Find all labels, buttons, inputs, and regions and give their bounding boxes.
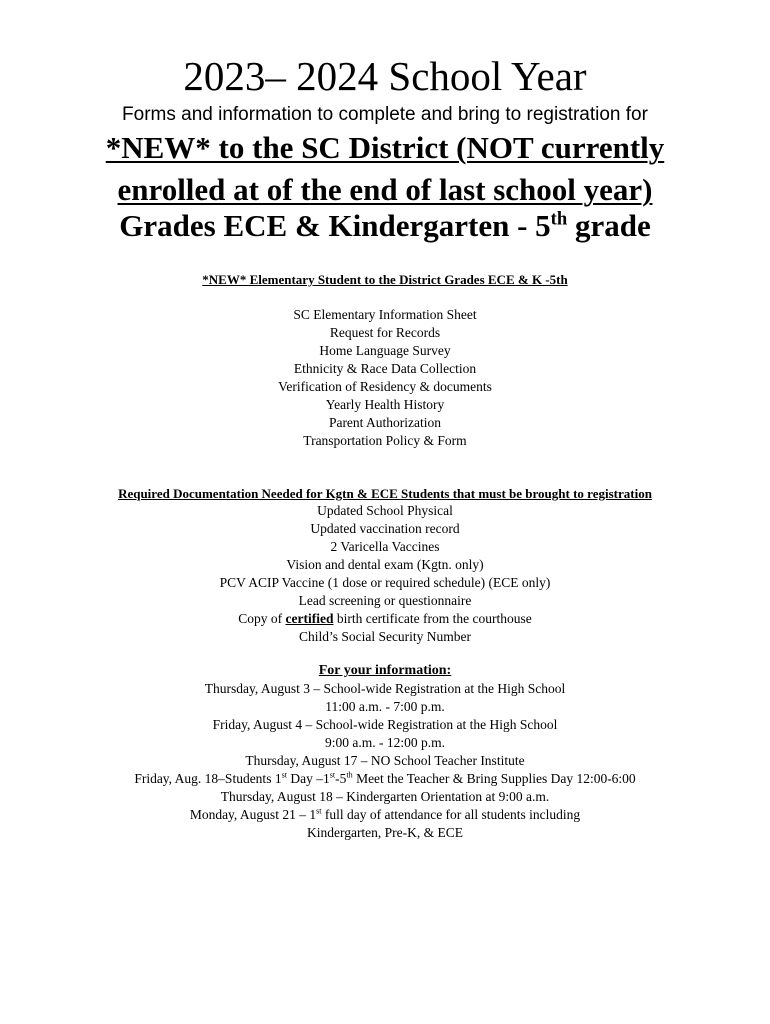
info-line: Thursday, August 17 – NO School Teacher Institute (245, 753, 525, 768)
list-item: Yearly Health History (325, 397, 445, 412)
list-item: Parent Authorization (328, 415, 442, 430)
list-item: Vision and dental exam (Kgtn. only) (286, 557, 484, 572)
list-item: Transportation Policy & Form (303, 433, 467, 448)
info-text: Friday, Aug. 18–Students 1 (134, 771, 282, 786)
headline-line-3 (0, 207, 770, 245)
headline-superscript: th (550, 208, 568, 230)
info-text: -5 (335, 771, 347, 786)
headline-line-1: *NEW* to the SC District (NOT currently (105, 130, 665, 165)
list-item: Updated vaccination record (310, 521, 460, 536)
documentation-section-heading: Required Documentation Needed for Kgtn & ECE Students that must be brought to registration (118, 486, 652, 501)
birth-cert-emphasis: certified (285, 611, 334, 626)
list-item: Home Language Survey (319, 343, 451, 358)
list-item: Request for Records (329, 325, 441, 340)
list-item: PCV ACIP Vaccine (1 dose or required schedule) (ECE only) (219, 575, 551, 590)
info-line-first-day (0, 806, 770, 824)
info-list (0, 680, 770, 842)
list-item: SC Elementary Information Sheet (293, 307, 477, 322)
list-item: 2 Varicella Vaccines (330, 539, 440, 554)
info-line-meet-teacher (0, 770, 770, 788)
info-line: Kindergarten, Pre-K, & ECE (306, 825, 464, 840)
page-title: 2023– 2024 School Year (183, 53, 587, 99)
info-text: full day of attendance for all students including (321, 807, 581, 822)
list-item-birth-certificate (0, 610, 770, 628)
info-sup: th (346, 770, 353, 780)
info-line: Thursday, August 3 – School-wide Registration at the High School (204, 681, 566, 696)
info-sup: st (316, 806, 322, 816)
list-item: Lead screening or questionnaire (298, 593, 472, 608)
documentation-list (0, 502, 770, 646)
headline-line-2: enrolled at of the end of last school year) (117, 172, 653, 207)
birth-cert-prefix: Copy of (238, 611, 286, 626)
page-subtitle: Forms and information to complete and bring to registration for (122, 104, 648, 125)
birth-cert-suffix: birth certificate from the courthouse (333, 611, 532, 626)
forms-section-heading: *NEW* Elementary Student to the District Grades ECE & K -5th (202, 272, 568, 287)
info-section-heading: For your information: (318, 663, 452, 678)
info-line: Thursday, August 18 – Kindergarten Orientation at 9:00 a.m. (220, 789, 550, 804)
headline-grade-word: grade (567, 208, 651, 243)
info-line: Friday, August 4 – School-wide Registration at the High School (212, 717, 558, 732)
info-text: Meet the Teacher & Bring Supplies Day 12:00-6:00 (352, 771, 636, 786)
info-sup: st (281, 770, 287, 780)
headline-grades: Grades ECE & Kindergarten - 5 (119, 208, 551, 243)
list-item: Ethnicity & Race Data Collection (293, 361, 477, 376)
info-line: 9:00 a.m. - 12:00 p.m. (325, 735, 445, 750)
list-item: Child’s Social Security Number (298, 629, 472, 644)
info-sup: st (329, 770, 336, 780)
list-item: Updated School Physical (317, 503, 453, 518)
info-text: Monday, August 21 – 1 (189, 807, 317, 822)
list-item: Verification of Residency & documents (278, 379, 492, 394)
info-line: 11:00 a.m. - 7:00 p.m. (325, 699, 445, 714)
info-text: Day –1 (286, 771, 330, 786)
forms-list (0, 306, 770, 450)
